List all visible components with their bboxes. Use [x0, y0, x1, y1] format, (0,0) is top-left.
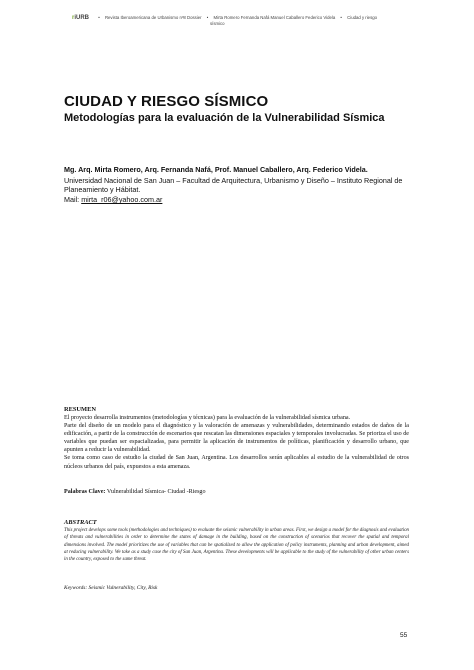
palabras-clave	[64, 489, 206, 495]
journal-logo: riURB	[72, 15, 90, 21]
article-title: CIUDAD Y RIESGO SÍSMICO	[64, 93, 269, 110]
article-authors: Mg. Arq. Mirta Romero, Arq. Fernanda Nafá, Prof. Manuel Caballero, Arq. Federico Videla.	[64, 165, 368, 174]
claves-value: Vulnerabilidad Sísmica- Ciudad -Riesgo	[106, 489, 206, 495]
page-number: 55	[400, 632, 408, 639]
resumen-paragraph: El proyecto desarrolla instrumentos (metodologías y técnicas) para la evaluación de la vulnerabilidad sísmica urbana.	[64, 415, 351, 421]
contact-mail	[64, 195, 162, 204]
abstract-body: This project develops some tools (methodologies and techniques) to evaluate the seismic vulnerability in urban areas. First, we design a model for the diagnosis and evaluation of threats and vulnerabilities in order to determine the states of damage in the building, based on the construction of scenarios that recover the spatial and temporal dimensions involved. The model prioritizes the use of variables that can be spatialized to allow the application of policy instruments, planning and urban development, aimed at reducing vulnerability. We take as a study case the city of San Juan, Argentina. These developments will be applicable to the study of the vulnerability of other urban centers in the country, exposed to the same threat.	[64, 528, 409, 563]
resumen-heading: RESUMEN	[64, 406, 96, 413]
header-title-cont: sísmico	[210, 21, 225, 27]
resumen-body	[64, 414, 409, 471]
article-subtitle: Metodologías para la evaluación de la Vulnerabilidad Sísmica	[64, 112, 385, 124]
header-authors: Mirta Romero Fernanda Nafá Manuel Caballero Federico Videla	[213, 15, 336, 20]
mail-label: Mail:	[64, 195, 80, 204]
claves-label: Palabras Clave:	[64, 489, 106, 495]
article-affiliation: Universidad Nacional de San Juan – Facultad de Arquitectura, Urbanismo y Diseño – Instituto Regional de Planeamiento y Hábitat.	[64, 176, 403, 194]
running-header	[72, 15, 412, 27]
resumen-paragraph: Parte del diseño de un modelo para el diagnóstico y la valoración de amenazas y vulnerabilidades, determinando estados de daños de la edificación, a partir de la construcción de escenarios que rescatan las dimensiones espaciales y temporales involucradas. Se prioriza el uso de variables que puedan ser espacializadas, para permitir la aplicación de instrumentos de políticas, planificación y desarrollo urbano, que apunten a reducir la vulnerabilidad.	[64, 423, 409, 454]
resumen-paragraph: Se toma como caso de estudio la ciudad de San Juan, Argentina. Los desarrollos serán aplicables al estudio de la vulnerabilidad de otros núcleos urbanos del país, expuestos a esta amenaza.	[64, 455, 409, 470]
header-title: Ciudad y riesgo	[347, 15, 377, 20]
keywords: Keywords: Seismic Vulnerability, City, Risk	[64, 585, 158, 591]
abstract-heading: ABSTRACT	[64, 519, 97, 526]
header-bullet: •	[206, 15, 209, 20]
header-journal: Revista Iberoamericana de Urbanismo nº8 Dossier	[104, 15, 202, 20]
mail-link[interactable]: mirta_r06@yahoo.com.ar	[81, 195, 163, 204]
header-bullet: •	[340, 15, 342, 20]
header-bullet: •	[98, 15, 100, 20]
